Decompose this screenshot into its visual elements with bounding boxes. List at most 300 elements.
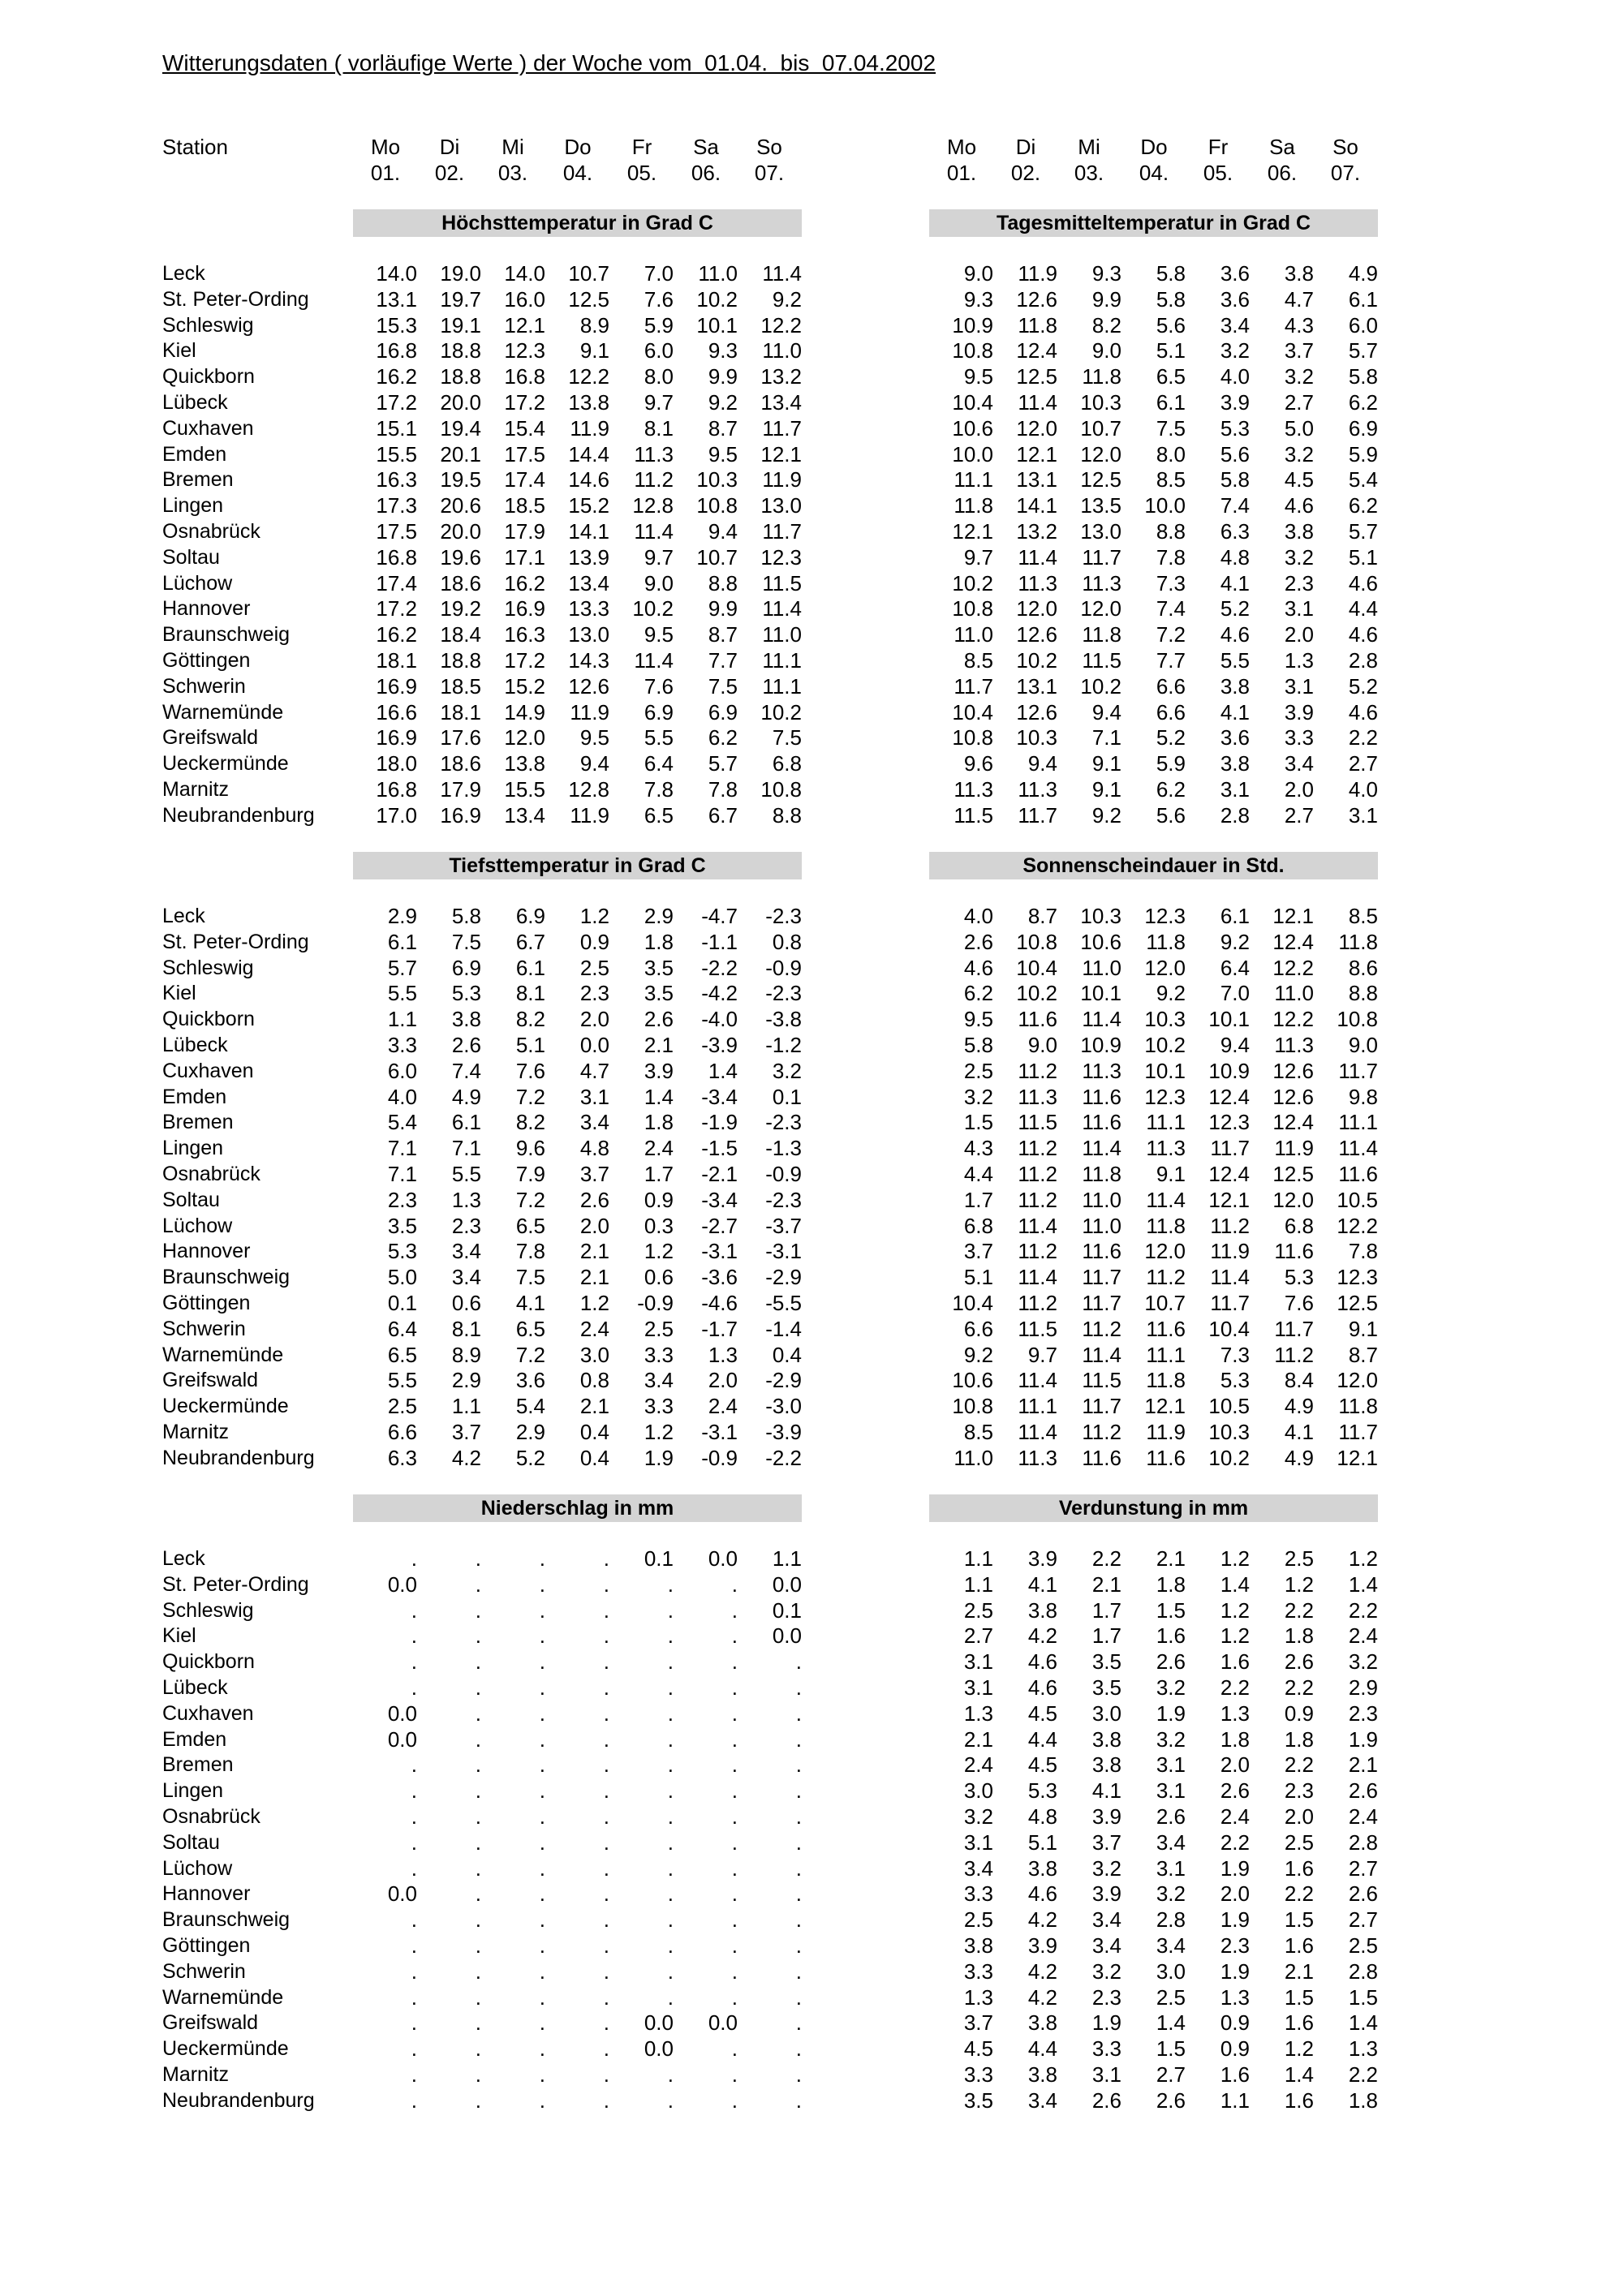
mittel-cell: 11.8: [1082, 622, 1121, 647]
hoechst-cell: 7.5: [708, 674, 738, 699]
niederschlag-cell: .: [731, 1830, 738, 1855]
sonne-cell: 8.5: [963, 1420, 993, 1444]
hoechst-cell: 19.1: [440, 313, 481, 338]
sonne-cell: 12.4: [1208, 1085, 1250, 1109]
sonne-cell: 11.6: [1082, 1110, 1121, 1134]
hoechst-cell: 7.0: [644, 261, 674, 286]
niederschlag-cell: .: [603, 1675, 609, 1700]
mittel-cell: 3.2: [1220, 338, 1250, 363]
hoechst-cell: 11.9: [762, 467, 802, 492]
station-name: Leck: [162, 905, 205, 927]
station-name: Osnabrück: [162, 1805, 260, 1828]
mittel-cell: 5.9: [1348, 442, 1378, 467]
verdunstung-cell: 2.2: [1091, 1546, 1121, 1571]
verdunstung-cell: 0.9: [1284, 1701, 1314, 1726]
day-name-header: Sa: [693, 135, 719, 159]
sonne-cell: 12.0: [1337, 1368, 1378, 1392]
hoechst-cell: 16.6: [376, 700, 417, 724]
hoechst-cell: 8.1: [644, 416, 674, 441]
tiefst-cell: -3.4: [701, 1188, 738, 1212]
tiefst-cell: 2.5: [387, 1394, 417, 1418]
verdunstung-cell: 1.5: [1156, 2036, 1186, 2061]
tiefst-cell: 4.0: [387, 1085, 417, 1109]
mittel-cell: 4.9: [1348, 261, 1378, 286]
hoechst-cell: 8.0: [644, 364, 674, 389]
verdunstung-cell: 1.1: [1220, 2088, 1250, 2113]
station-name: Lüchow: [162, 1215, 233, 1237]
hoechst-cell: 9.2: [708, 390, 738, 415]
verdunstung-cell: 1.1: [963, 1546, 993, 1571]
verdunstung-cell: 3.0: [1156, 1959, 1186, 1984]
station-name: Osnabrück: [162, 1163, 260, 1185]
tiefst-cell: -3.6: [701, 1265, 738, 1289]
hoechst-cell: 12.3: [504, 338, 545, 363]
hoechst-cell: 13.0: [568, 622, 609, 647]
sonne-cell: 10.3: [1080, 904, 1121, 928]
verdunstung-cell: 2.5: [963, 1907, 993, 1932]
niederschlag-cell: .: [603, 2010, 609, 2035]
station-header: Station: [162, 135, 228, 159]
sonne-cell: 11.1: [1146, 1110, 1186, 1134]
sonne-cell: 11.4: [1018, 1214, 1057, 1238]
niederschlag-cell: .: [475, 1985, 481, 2010]
verdunstung-cell: 2.6: [1156, 1804, 1186, 1829]
hoechst-cell: 17.5: [376, 519, 417, 544]
niederschlag-cell: .: [731, 1649, 738, 1674]
mittel-cell: 12.4: [1016, 338, 1057, 363]
hoechst-cell: 14.0: [376, 261, 417, 286]
hoechst-cell: 17.4: [376, 571, 417, 595]
sonne-cell: 10.6: [952, 1368, 993, 1392]
sonne-cell: 10.7: [1144, 1291, 1186, 1315]
tiefst-cell: 2.5: [644, 1317, 674, 1341]
sonne-cell: 4.9: [1284, 1394, 1314, 1418]
hoechst-cell: 11.1: [762, 674, 802, 699]
verdunstung-cell: 4.6: [1027, 1881, 1057, 1906]
mittel-cell: 6.2: [1348, 493, 1378, 518]
mittel-cell: 4.6: [1220, 622, 1250, 647]
hoechst-cell: 10.2: [632, 596, 674, 621]
niederschlag-cell: .: [603, 1701, 609, 1726]
tiefst-cell: -2.9: [765, 1368, 802, 1392]
sonne-cell: 5.3: [1220, 1368, 1250, 1392]
tiefst-cell: 5.3: [451, 981, 481, 1005]
tiefst-cell: 3.6: [515, 1368, 545, 1392]
verdunstung-cell: 0.9: [1220, 2036, 1250, 2061]
mittel-cell: 3.6: [1220, 287, 1250, 312]
sonne-cell: 11.7: [1338, 1420, 1378, 1444]
tiefst-cell: -3.9: [765, 1420, 802, 1444]
mittel-cell: 9.2: [1091, 803, 1121, 828]
niederschlag-cell: .: [539, 1778, 545, 1803]
mittel-cell: 10.0: [1144, 493, 1186, 518]
mittel-cell: 3.8: [1284, 519, 1314, 544]
station-name: Emden: [162, 1086, 227, 1108]
mittel-cell: 10.3: [1080, 390, 1121, 415]
tiefst-cell: 1.2: [579, 904, 609, 928]
mittel-cell: 9.0: [1091, 338, 1121, 363]
mittel-cell: 12.5: [1080, 467, 1121, 492]
mittel-cell: 10.2: [1080, 674, 1121, 699]
sonne-cell: 11.6: [1082, 1446, 1121, 1470]
mittel-cell: 2.2: [1348, 725, 1378, 750]
verdunstung-cell: 3.4: [1091, 1933, 1121, 1958]
verdunstung-cell: 3.8: [1027, 2062, 1057, 2087]
day-date-header: 07.: [1330, 161, 1361, 185]
niederschlag-cell: .: [539, 1881, 545, 1906]
sonne-cell: 10.4: [1208, 1317, 1250, 1341]
sonne-cell: 1.5: [963, 1110, 993, 1134]
hoechst-cell: 11.0: [762, 338, 802, 363]
hoechst-cell: 13.8: [568, 390, 609, 415]
mittel-cell: 14.1: [1016, 493, 1057, 518]
verdunstung-cell: 3.3: [963, 2062, 993, 2087]
mittel-cell: 4.6: [1348, 622, 1378, 647]
station-name: Braunschweig: [162, 623, 291, 646]
sonne-cell: 8.7: [1027, 904, 1057, 928]
niederschlag-cell: .: [795, 1752, 802, 1777]
niederschlag-cell: .: [411, 1985, 417, 2010]
sonne-cell: 11.6: [1146, 1317, 1186, 1341]
sonne-cell: 8.5: [1348, 904, 1378, 928]
station-name: Osnabrück: [162, 520, 260, 543]
tiefst-cell: 7.5: [451, 930, 481, 954]
niederschlag-cell: .: [667, 1778, 674, 1803]
tiefst-cell: -2.3: [765, 1188, 802, 1212]
station-name: Warnemünde: [162, 701, 284, 724]
verdunstung-cell: 2.5: [1156, 1985, 1186, 2010]
niederschlag-cell: 0.0: [772, 1572, 802, 1597]
tiefst-cell: 2.3: [387, 1188, 417, 1212]
niederschlag-cell: .: [795, 1675, 802, 1700]
tiefst-cell: -1.9: [701, 1110, 738, 1134]
station-name: Lingen: [162, 494, 224, 517]
mittel-cell: 8.5: [963, 648, 993, 673]
verdunstung-cell: 2.2: [1284, 1675, 1314, 1700]
niederschlag-cell: .: [411, 1623, 417, 1648]
niederschlag-cell: .: [795, 2010, 802, 2035]
hoechst-cell: 11.5: [762, 571, 802, 595]
sonne-cell: 12.2: [1272, 1007, 1314, 1031]
hoechst-cell: 14.1: [568, 519, 609, 544]
day-name-header: Mo: [946, 135, 977, 159]
hoechst-cell: 18.8: [440, 364, 481, 389]
mittel-cell: 10.2: [952, 571, 993, 595]
sonne-cell: 11.8: [1146, 930, 1186, 954]
sonne-cell: 11.0: [954, 1446, 993, 1470]
niederschlag-cell: 0.0: [708, 2010, 738, 2035]
verdunstung-cell: 1.9: [1220, 1856, 1250, 1881]
station-name: Kiel: [162, 1624, 196, 1647]
hoechst-cell: 11.3: [634, 442, 674, 467]
hoechst-cell: 18.8: [440, 648, 481, 673]
niederschlag-cell: .: [603, 1727, 609, 1752]
verdunstung-cell: 2.3: [1091, 1985, 1121, 2010]
sonne-cell: 11.3: [1018, 1085, 1057, 1109]
hoechst-cell: 16.0: [504, 287, 545, 312]
tiefst-cell: 0.4: [579, 1446, 609, 1470]
verdunstung-cell: 3.8: [1027, 2010, 1057, 2035]
sonne-cell: 11.7: [1210, 1291, 1250, 1315]
sonne-cell: 12.6: [1272, 1059, 1314, 1083]
hoechst-cell: 17.0: [376, 803, 417, 828]
verdunstung-cell: 1.5: [1156, 1598, 1186, 1623]
verdunstung-cell: 1.2: [1348, 1546, 1378, 1571]
tiefst-cell: 3.7: [451, 1420, 481, 1444]
mittel-cell: 2.0: [1284, 622, 1314, 647]
station-name: Leck: [162, 262, 205, 285]
sonne-cell: 5.3: [1284, 1265, 1314, 1289]
verdunstung-cell: 3.8: [1027, 1856, 1057, 1881]
sonne-cell: 11.4: [1210, 1265, 1250, 1289]
day-date-header: 01.: [370, 161, 401, 185]
hoechst-cell: 19.6: [440, 545, 481, 570]
tiefst-cell: 1.2: [644, 1239, 674, 1263]
verdunstung-cell: 3.1: [1091, 2062, 1121, 2087]
niederschlag-cell: .: [475, 1933, 481, 1958]
hoechst-cell: 13.4: [760, 390, 802, 415]
day-date-header: 04.: [1139, 161, 1169, 185]
verdunstung-cell: 3.1: [1156, 1752, 1186, 1777]
mittel-cell: 5.6: [1156, 313, 1186, 338]
station-name: Kiel: [162, 339, 196, 362]
verdunstung-cell: 1.3: [963, 1701, 993, 1726]
mittel-cell: 12.1: [1016, 442, 1057, 467]
mittel-cell: 5.6: [1220, 442, 1250, 467]
sonne-cell: 11.4: [1146, 1188, 1186, 1212]
mittel-cell: 3.9: [1220, 390, 1250, 415]
sonne-cell: 6.8: [1284, 1214, 1314, 1238]
niederschlag-cell: .: [795, 1830, 802, 1855]
sonne-cell: 11.6: [1146, 1446, 1186, 1470]
hoechst-cell: 6.8: [772, 751, 802, 776]
tiefst-cell: 8.9: [451, 1343, 481, 1367]
tiefst-cell: -4.6: [701, 1291, 738, 1315]
mittel-cell: 5.2: [1348, 674, 1378, 699]
mittel-cell: 5.7: [1348, 519, 1378, 544]
verdunstung-cell: 3.1: [1156, 1778, 1186, 1803]
niederschlag-cell: .: [411, 1649, 417, 1674]
hoechst-cell: 9.0: [644, 571, 674, 595]
hoechst-cell: 12.3: [760, 545, 802, 570]
mittel-cell: 11.3: [1018, 571, 1057, 595]
niederschlag-cell: 0.0: [708, 1546, 738, 1571]
tiefst-cell: -1.2: [765, 1033, 802, 1057]
hoechst-cell: 18.4: [440, 622, 481, 647]
verdunstung-cell: 4.4: [1027, 1727, 1057, 1752]
station-name: Bremen: [162, 468, 234, 491]
hoechst-cell: 10.7: [696, 545, 738, 570]
hoechst-cell: 13.8: [504, 751, 545, 776]
station-name: Schwerin: [162, 675, 246, 698]
sonne-cell: 9.8: [1348, 1085, 1378, 1109]
hoechst-cell: 19.4: [440, 416, 481, 441]
tiefst-cell: -1.5: [701, 1136, 738, 1160]
niederschlag-cell: .: [411, 1546, 417, 1571]
verdunstung-cell: 2.4: [1348, 1623, 1378, 1648]
tiefst-cell: 2.3: [579, 981, 609, 1005]
tiefst-cell: -0.9: [765, 956, 802, 980]
verdunstung-cell: 3.1: [963, 1675, 993, 1700]
niederschlag-cell: 1.1: [772, 1546, 802, 1571]
tiefst-cell: 6.5: [515, 1214, 545, 1238]
niederschlag-cell: .: [539, 1856, 545, 1881]
niederschlag-cell: .: [731, 1881, 738, 1906]
sonne-cell: 9.0: [1348, 1033, 1378, 1057]
verdunstung-cell: 1.8: [1284, 1623, 1314, 1648]
sonne-cell: 11.8: [1146, 1368, 1186, 1392]
niederschlag-cell: .: [603, 1598, 609, 1623]
sonne-cell: 12.4: [1272, 930, 1314, 954]
verdunstung-cell: 1.1: [963, 1572, 993, 1597]
niederschlag-cell: .: [539, 1701, 545, 1726]
mittel-cell: 11.3: [1082, 571, 1121, 595]
mittel-cell: 5.8: [1348, 364, 1378, 389]
niederschlag-cell: .: [603, 2036, 609, 2061]
verdunstung-cell: 3.9: [1091, 1804, 1121, 1829]
mittel-cell: 6.1: [1156, 390, 1186, 415]
verdunstung-cell: 3.0: [963, 1778, 993, 1803]
hoechst-cell: 9.9: [708, 596, 738, 621]
verdunstung-cell: 1.5: [1284, 1985, 1314, 2010]
mittel-cell: 10.4: [952, 700, 993, 724]
sonne-cell: 11.3: [1082, 1059, 1121, 1083]
tiefst-cell: 5.1: [515, 1033, 545, 1057]
tiefst-cell: 5.4: [387, 1110, 417, 1134]
station-name: Emden: [162, 1728, 227, 1751]
station-name: Göttingen: [162, 649, 251, 672]
sonne-cell: 12.2: [1337, 1214, 1378, 1238]
niederschlag-cell: 0.1: [644, 1546, 674, 1571]
hoechst-cell: 5.7: [708, 751, 738, 776]
verdunstung-cell: 1.8: [1284, 1727, 1314, 1752]
sonne-cell: 3.7: [963, 1239, 993, 1263]
day-name-header: Fr: [1208, 135, 1229, 159]
tiefst-cell: 2.0: [579, 1214, 609, 1238]
tiefst-cell: 1.1: [451, 1394, 481, 1418]
niederschlag-cell: .: [731, 1959, 738, 1984]
niederschlag-cell: .: [411, 1933, 417, 1958]
mittel-cell: 6.5: [1156, 364, 1186, 389]
mittel-cell: 11.8: [954, 493, 993, 518]
day-name-header: Di: [439, 135, 460, 159]
verdunstung-cell: 5.1: [1027, 1830, 1057, 1855]
mittel-cell: 6.9: [1348, 416, 1378, 441]
verdunstung-cell: 4.2: [1027, 1985, 1057, 2010]
tiefst-cell: 6.0: [387, 1059, 417, 1083]
station-name: Lüchow: [162, 1857, 233, 1880]
mittel-cell: 3.1: [1284, 674, 1314, 699]
niederschlag-cell: .: [411, 2036, 417, 2061]
verdunstung-cell: 3.5: [1091, 1649, 1121, 1674]
hoechst-cell: 11.4: [634, 648, 674, 673]
sonne-cell: 11.0: [1082, 1214, 1121, 1238]
verdunstung-cell: 3.8: [963, 1933, 993, 1958]
sonne-cell: 12.0: [1272, 1188, 1314, 1212]
mittel-cell: 3.3: [1284, 725, 1314, 750]
sonne-cell: 12.5: [1337, 1291, 1378, 1315]
sonne-cell: 10.2: [1144, 1033, 1186, 1057]
tiefst-cell: 3.0: [579, 1343, 609, 1367]
niederschlag-cell: .: [603, 1752, 609, 1777]
tiefst-cell: 1.3: [451, 1188, 481, 1212]
niederschlag-cell: .: [667, 2062, 674, 2087]
station-name: Ueckermünde: [162, 752, 289, 775]
sonne-cell: 9.1: [1348, 1317, 1378, 1341]
tiefst-cell: 1.9: [644, 1446, 674, 1470]
tiefst-cell: 4.2: [451, 1446, 481, 1470]
station-name: Lüchow: [162, 572, 233, 595]
hoechst-cell: 10.8: [760, 777, 802, 802]
tiefst-cell: 0.9: [579, 930, 609, 954]
verdunstung-cell: 1.3: [1220, 1985, 1250, 2010]
day-name-header: Di: [1015, 135, 1036, 159]
verdunstung-cell: 4.1: [1091, 1778, 1121, 1803]
sonne-cell: 11.6: [1338, 1162, 1378, 1186]
sonne-cell: 10.1: [1208, 1007, 1250, 1031]
verdunstung-cell: 2.4: [963, 1752, 993, 1777]
sonne-cell: 8.7: [1348, 1343, 1378, 1367]
niederschlag-cell: .: [411, 1804, 417, 1829]
sonne-cell: 7.3: [1220, 1343, 1250, 1367]
mittel-cell: 11.8: [1082, 364, 1121, 389]
mittel-cell: 8.2: [1091, 313, 1121, 338]
tiefst-cell: -2.1: [701, 1162, 738, 1186]
mittel-cell: 5.1: [1348, 545, 1378, 570]
sonne-cell: 4.3: [963, 1136, 993, 1160]
niederschlag-cell: .: [475, 1701, 481, 1726]
sonne-cell: 11.2: [1018, 1162, 1057, 1186]
station-name: Kiel: [162, 982, 196, 1004]
station-name: Braunschweig: [162, 1908, 291, 1931]
verdunstung-cell: 1.6: [1156, 1623, 1186, 1648]
sonne-cell: 7.0: [1220, 981, 1250, 1005]
hoechst-cell: 19.2: [440, 596, 481, 621]
tiefst-cell: 5.4: [515, 1394, 545, 1418]
verdunstung-cell: 2.6: [1284, 1649, 1314, 1674]
tiefst-cell: -5.5: [765, 1291, 802, 1315]
station-name: Cuxhaven: [162, 1702, 254, 1725]
verdunstung-cell: 2.9: [1348, 1675, 1378, 1700]
tiefst-cell: 3.2: [772, 1059, 802, 1083]
sonne-cell: 12.1: [1272, 904, 1314, 928]
hoechst-cell: 6.2: [708, 725, 738, 750]
hoechst-cell: 13.4: [568, 571, 609, 595]
tiefst-cell: 3.5: [387, 1214, 417, 1238]
hoechst-cell: 10.2: [760, 700, 802, 724]
tiefst-cell: 7.2: [515, 1085, 545, 1109]
mittel-cell: 3.7: [1284, 338, 1314, 363]
tiefst-cell: 1.4: [708, 1059, 738, 1083]
hoechst-cell: 17.1: [504, 545, 545, 570]
verdunstung-cell: 3.7: [1091, 1830, 1121, 1855]
verdunstung-cell: 2.1: [1156, 1546, 1186, 1571]
hoechst-cell: 9.4: [579, 751, 609, 776]
niederschlag-cell: .: [795, 2062, 802, 2087]
hoechst-cell: 16.2: [504, 571, 545, 595]
tiefst-cell: 6.6: [387, 1420, 417, 1444]
station-name: Soltau: [162, 1831, 220, 1854]
mittel-cell: 4.5: [1284, 467, 1314, 492]
niederschlag-cell: .: [411, 2062, 417, 2087]
verdunstung-cell: 3.9: [1027, 1546, 1057, 1571]
station-name: Bremen: [162, 1111, 234, 1133]
sonne-cell: 8.8: [1348, 981, 1378, 1005]
day-date-header: 07.: [754, 161, 785, 185]
verdunstung-cell: 3.5: [963, 2088, 993, 2113]
hoechst-cell: 6.9: [708, 700, 738, 724]
sonne-cell: 7.8: [1348, 1239, 1378, 1263]
